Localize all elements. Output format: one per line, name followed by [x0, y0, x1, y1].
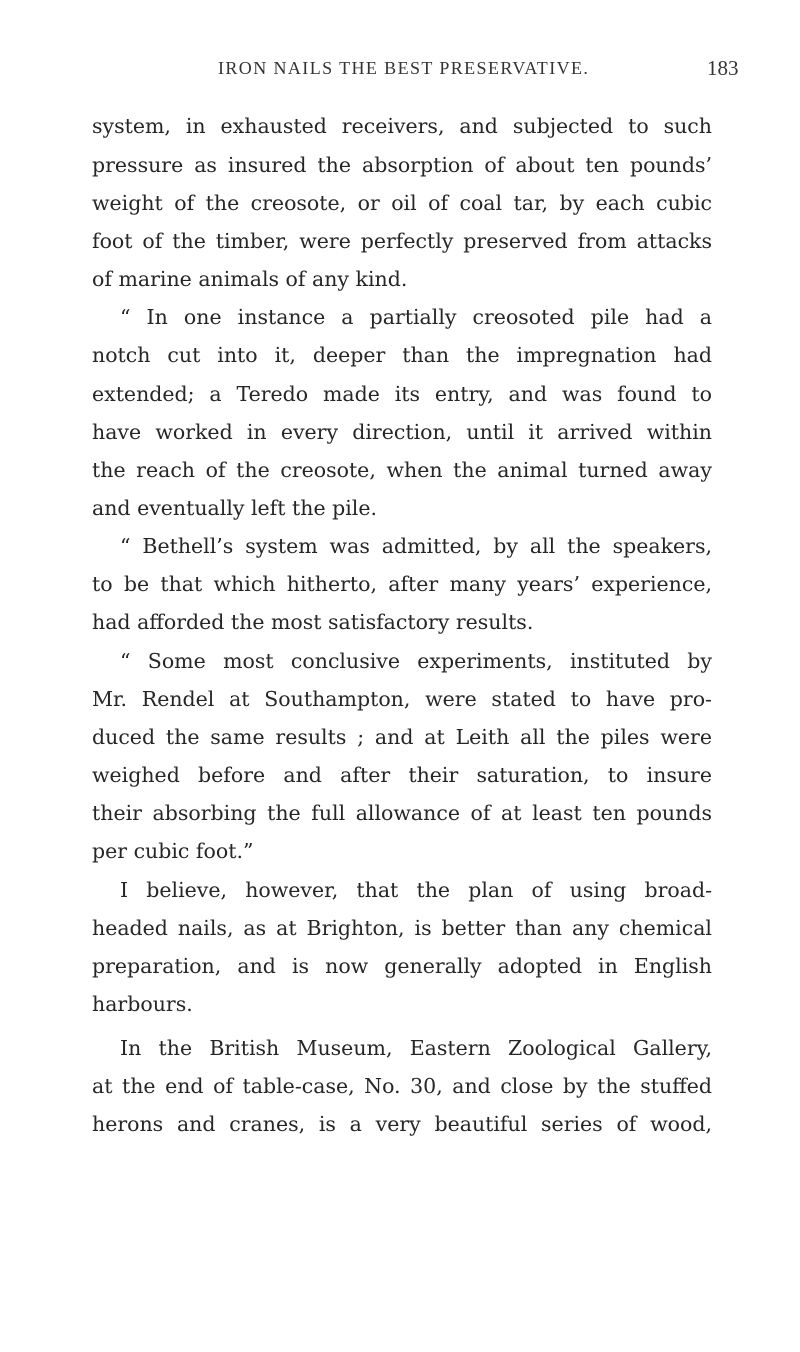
running-head: [0, 58, 800, 88]
text-line: to be that which hitherto, after many years’ experience,: [92, 572, 712, 596]
text-line: herons and cranes, is a very beautiful series of wood,: [92, 1112, 712, 1136]
running-title: IRON NAILS THE BEST PRESERVATIVE.: [218, 58, 590, 78]
text-line: per cubic foot.”: [92, 839, 254, 863]
text-line: harbours.: [92, 992, 193, 1016]
text-line: pressure as insured the absorption of about ten pounds’: [92, 153, 712, 177]
text-line: weighed before and after their saturation, to insure: [92, 763, 712, 787]
text-line: and eventually left the pile.: [92, 496, 377, 520]
text-line: headed nails, as at Brighton, is better than any chemical: [92, 916, 712, 940]
text-line: extended; a Teredo made its entry, and was found to: [92, 382, 712, 406]
text-line: the reach of the creosote, when the animal turned away: [92, 458, 712, 482]
text-line: had afforded the most satisfactory results.: [92, 610, 534, 634]
text-line: weight of the creosote, or oil of coal tar, by each cubic: [92, 191, 712, 215]
text-line: have worked in every direction, until it arrived within: [92, 420, 712, 444]
text-line: system, in exhausted receivers, and subjected to such: [92, 114, 712, 138]
text-line: of marine animals of any kind.: [92, 267, 408, 291]
text-line: foot of the timber, were perfectly preserved from attacks: [92, 229, 712, 253]
text-line: their absorbing the full allowance of at least ten pounds: [92, 801, 712, 825]
page-number: 183: [707, 56, 739, 80]
text-line: “ Some most conclusive experiments, instituted by: [120, 649, 712, 673]
text-line: Mr. Rendel at Southampton, were stated to have pro-: [92, 687, 712, 711]
text-line: duced the same results ; and at Leith all the piles were: [92, 725, 712, 749]
text-line: “ Bethell’s system was admitted, by all the speakers,: [120, 534, 712, 558]
text-line: I believe, however, that the plan of using broad-: [120, 878, 712, 902]
text-line: In the British Museum, Eastern Zoological Gallery,: [120, 1036, 712, 1060]
text-line: at the end of table-case, No. 30, and close by the stuffed: [92, 1074, 712, 1098]
text-line: “ In one instance a partially creosoted pile had a: [120, 305, 712, 329]
text-line: notch cut into it, deeper than the impregnation had: [92, 343, 712, 367]
text-line: preparation, and is now generally adopted in English: [92, 954, 712, 978]
